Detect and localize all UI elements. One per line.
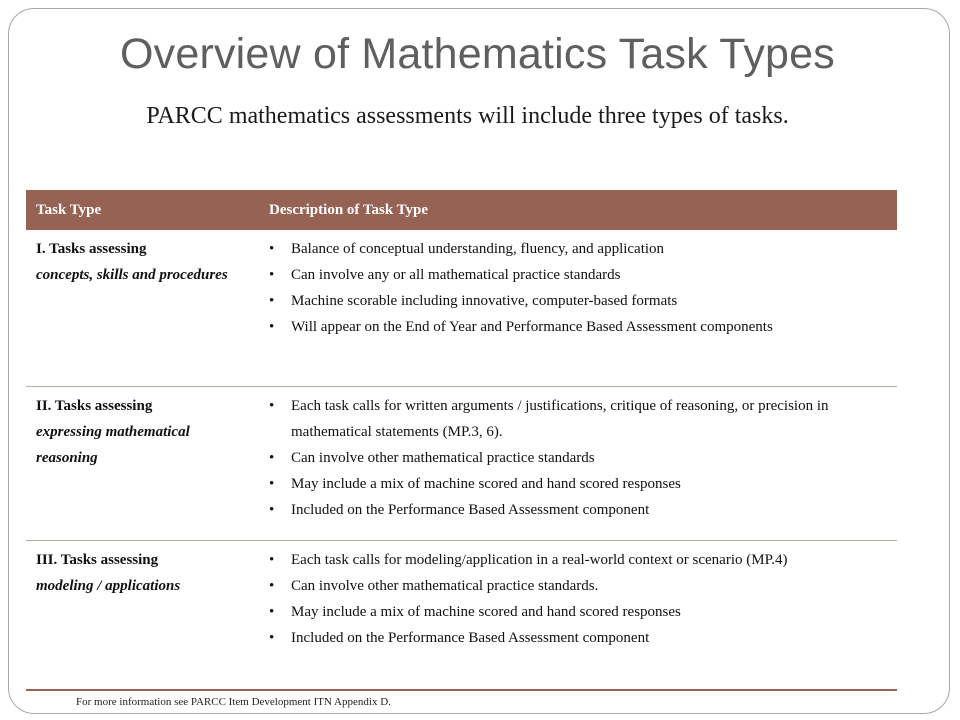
task-type-title: III. Tasks assessing: [36, 551, 159, 568]
task-type-title: II. Tasks assessing: [36, 397, 153, 414]
bullet-item: • Can involve other mathematical practice standards: [269, 445, 889, 471]
bullet-list: [269, 547, 889, 651]
description-cell: [241, 386, 897, 540]
task-type-desc: concepts, skills and procedures: [36, 267, 228, 283]
footnote: For more information see PARCC Item Development ITN Appendix D.: [76, 696, 391, 708]
bullet-item: • Balance of conceptual understanding, fluency, and application: [269, 236, 889, 262]
header-description: Description of Task Type: [241, 190, 897, 230]
task-type-title: I. Tasks assessing: [36, 241, 147, 257]
bullet-list: [269, 393, 889, 523]
bullet-item: • May include a mix of machine scored and hand scored responses: [269, 599, 889, 625]
task-type-cell: [26, 386, 241, 540]
table-row: [26, 540, 897, 690]
slide-title: Overview of Mathematics Task Types: [120, 30, 835, 78]
task-type-cell: [26, 230, 241, 386]
bullet-item: • Included on the Performance Based Assessment component: [269, 497, 889, 523]
task-types-table: [26, 190, 897, 691]
bullet-item: • Machine scorable including innovative, computer-based formats: [269, 288, 889, 314]
bullet-item: • Each task calls for written arguments / justifications, critique of reasoning, or precision in mathematical statements (MP.3, 6).: [269, 393, 889, 445]
bullet-item: • Will appear on the End of Year and Performance Based Assessment components: [269, 314, 889, 340]
bullet-item: • Can involve any or all mathematical practice standards: [269, 262, 889, 288]
bullet-item: • May include a mix of machine scored and hand scored responses: [269, 471, 889, 497]
bullet-list: [269, 236, 889, 340]
bullet-item: • Can involve other mathematical practice standards.: [269, 573, 889, 599]
description-cell: [241, 540, 897, 690]
bullet-item: • Each task calls for modeling/application in a real-world context or scenario (MP.4): [269, 547, 889, 573]
slide-subtitle: PARCC mathematics assessments will include three types of tasks.: [146, 103, 789, 129]
header-task-type: Task Type: [26, 190, 241, 230]
table-row: [26, 230, 897, 386]
table-header-row: [26, 190, 897, 230]
task-type-desc: modeling / applications: [36, 577, 181, 594]
table-row: [26, 386, 897, 540]
task-type-desc: expressing mathematical reasoning: [36, 423, 190, 466]
task-type-cell: [26, 540, 241, 690]
description-cell: [241, 230, 897, 386]
bullet-item: • Included on the Performance Based Assessment component: [269, 625, 889, 651]
